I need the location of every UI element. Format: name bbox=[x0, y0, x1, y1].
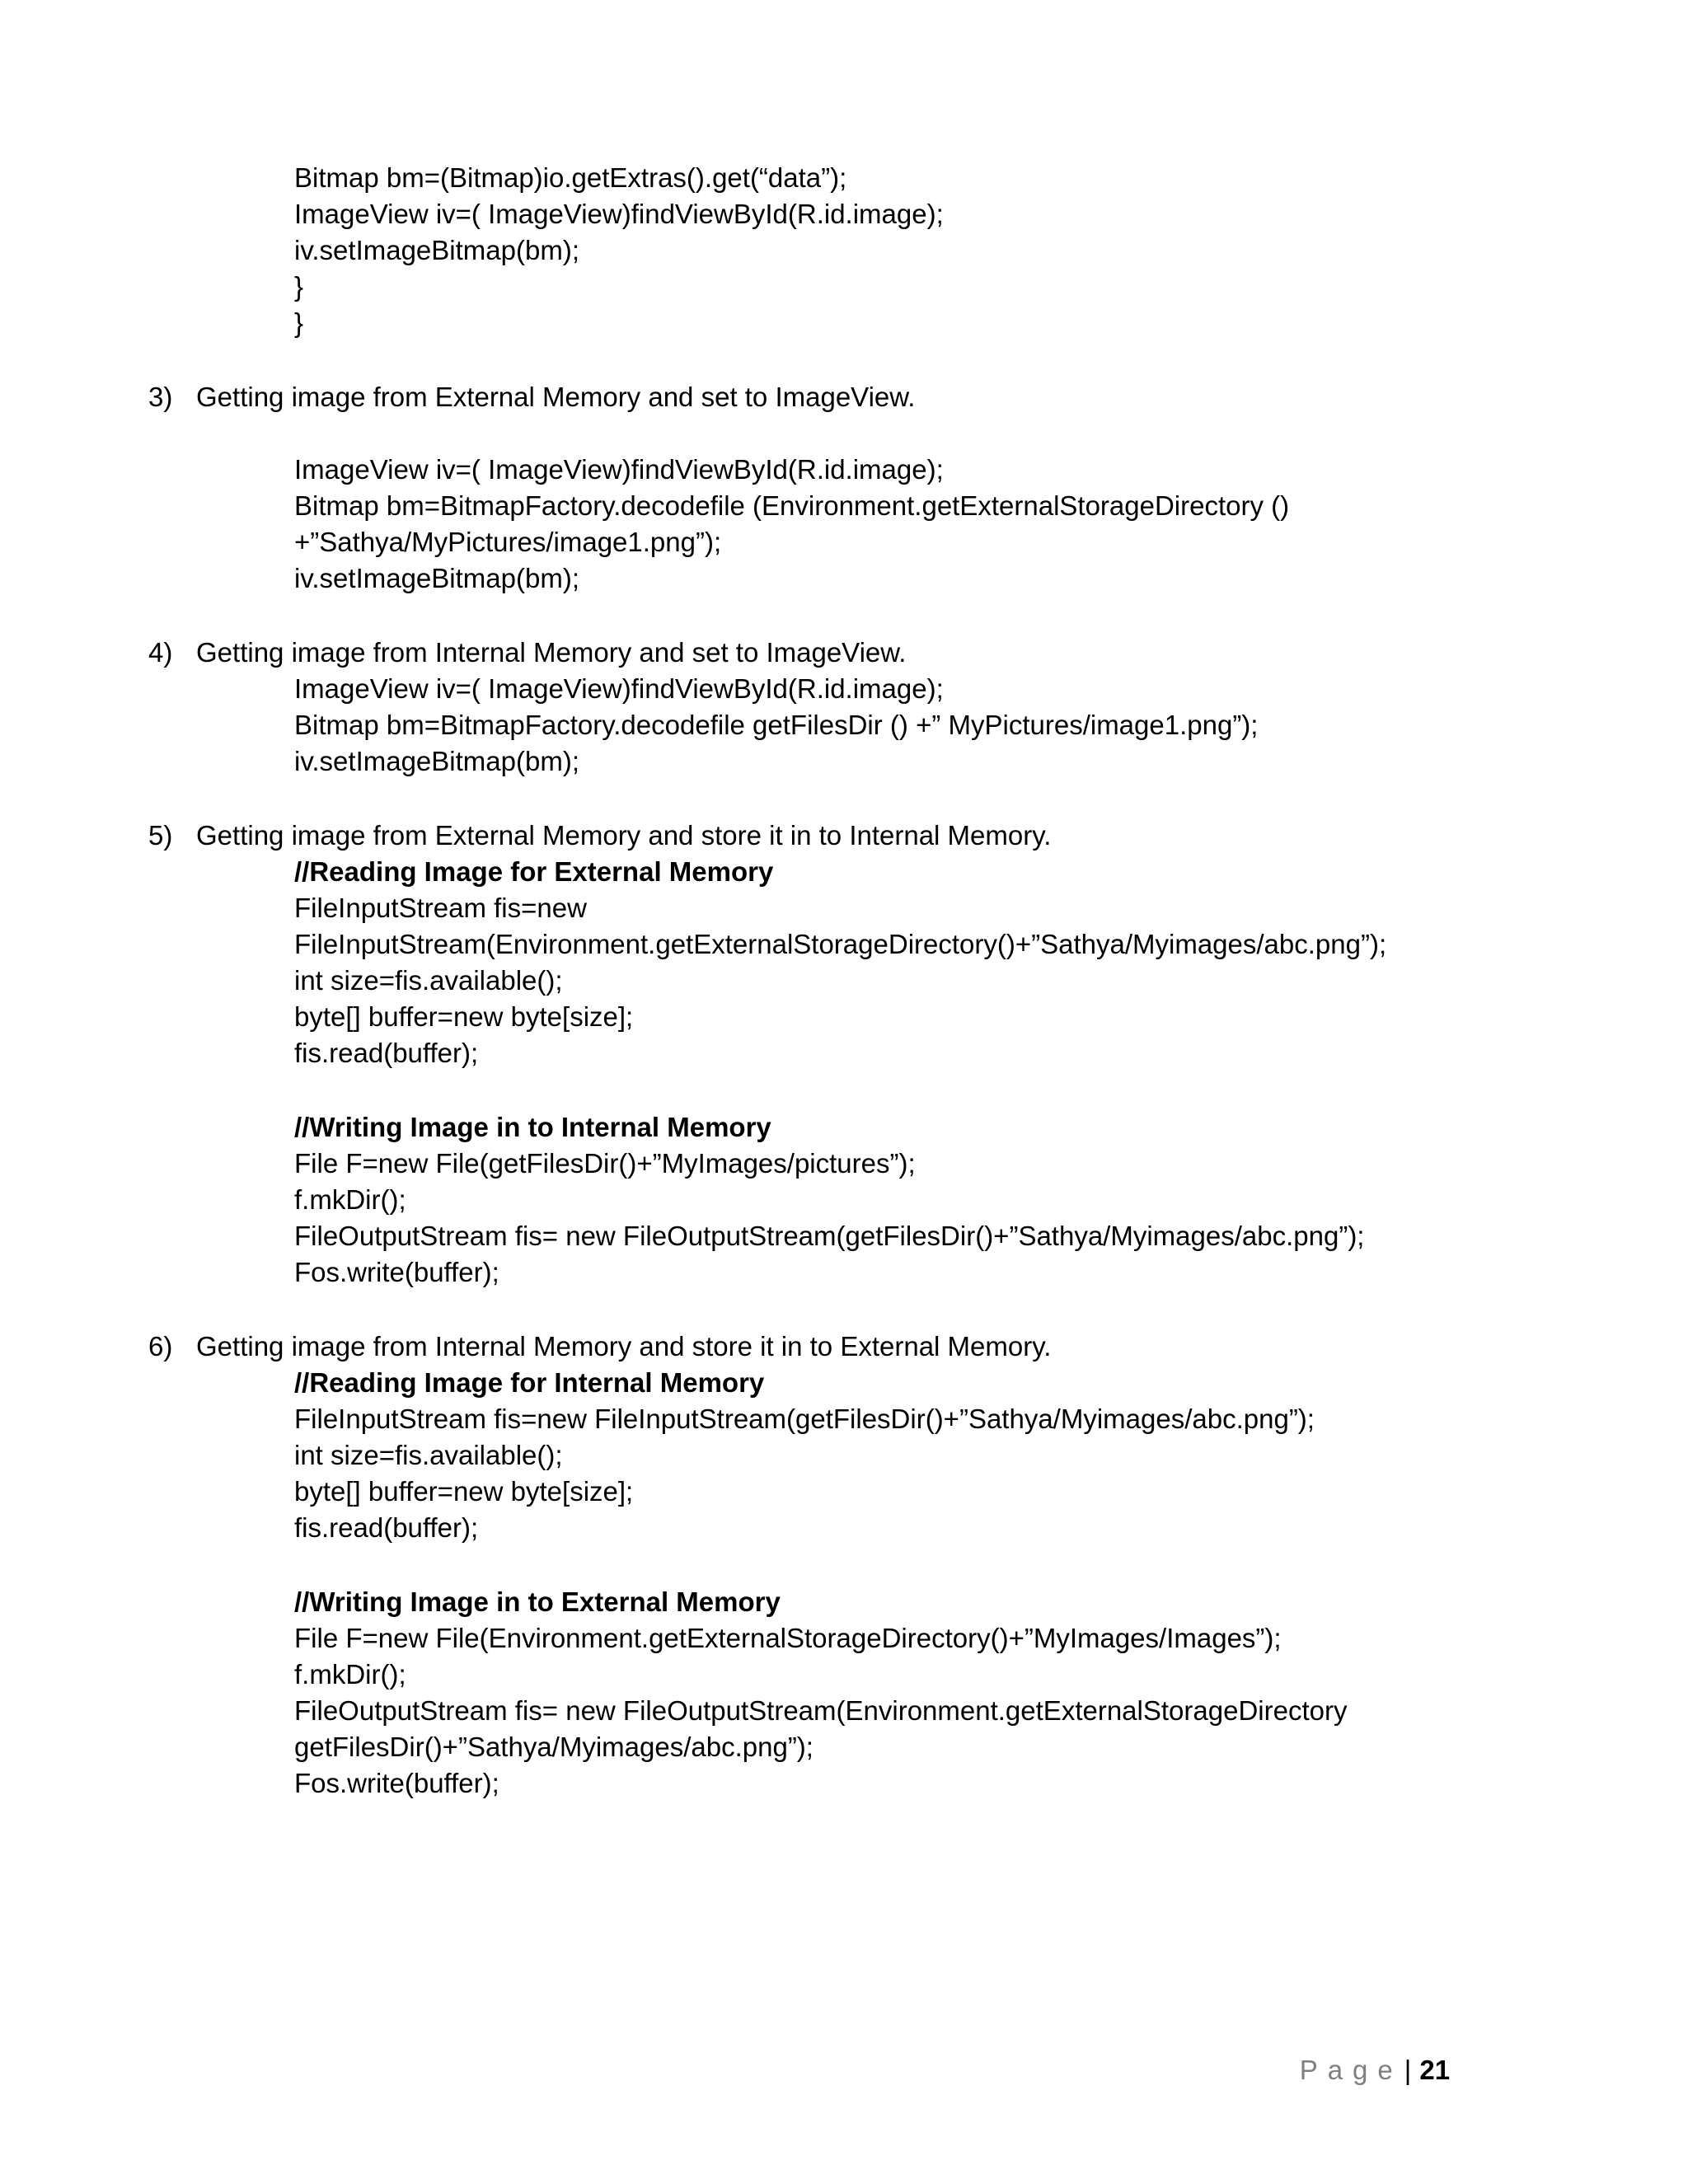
code-line: f.mkDir(); bbox=[294, 1184, 406, 1215]
code-line: FileOutputStream fis= new FileOutputStream(getFilesDir()+”Sathya/Myimages/abc.png”); bbox=[294, 1221, 1365, 1251]
code-line: Fos.write(buffer); bbox=[294, 1768, 499, 1798]
code-line: iv.setImageBitmap(bm); bbox=[294, 563, 579, 593]
code-line: iv.setImageBitmap(bm); bbox=[294, 746, 579, 776]
code-line: int size=fis.available(); bbox=[294, 965, 563, 996]
list-item-heading: Getting image from External Memory and store it in to Internal Memory. bbox=[196, 820, 1052, 851]
code-line: } bbox=[294, 271, 304, 302]
list-item-number: 4) bbox=[148, 637, 173, 668]
code-line: fis.read(buffer); bbox=[294, 1038, 479, 1068]
code-line: int size=fis.available(); bbox=[294, 1440, 563, 1470]
page-number: 21 bbox=[1419, 2055, 1451, 2085]
code-line: iv.setImageBitmap(bm); bbox=[294, 235, 579, 265]
code-comment: //Writing Image in to Internal Memory bbox=[294, 1112, 771, 1142]
page-label: Page bbox=[1299, 2055, 1403, 2085]
list-item-heading: Getting image from External Memory and set to ImageView. bbox=[196, 382, 916, 412]
code-line: Bitmap bm=(Bitmap)io.getExtras().get(“data”); bbox=[294, 162, 847, 193]
code-line: FileInputStream fis=new bbox=[294, 893, 587, 923]
code-line: f.mkDir(); bbox=[294, 1659, 406, 1690]
code-line: byte[] buffer=new byte[size]; bbox=[294, 1001, 634, 1032]
code-line: File F=new File(Environment.getExternalStorageDirectory()+”MyImages/Images”); bbox=[294, 1623, 1282, 1653]
code-line: fis.read(buffer); bbox=[294, 1512, 479, 1543]
list-item-heading: Getting image from Internal Memory and set to ImageView. bbox=[196, 637, 907, 668]
code-line: FileInputStream(Environment.getExternalStorageDirectory()+”Sathya/Myimages/abc.png”); bbox=[294, 929, 1387, 959]
footer-separator: | bbox=[1404, 2055, 1412, 2085]
list-item-number: 5) bbox=[148, 820, 173, 851]
list-item-number: 3) bbox=[148, 382, 173, 412]
list-item-number: 6) bbox=[148, 1331, 173, 1361]
code-line: File F=new File(getFilesDir()+”MyImages/pictures”); bbox=[294, 1148, 916, 1179]
code-line: ImageView iv=( ImageView)findViewById(R.id.image); bbox=[294, 199, 944, 229]
code-line: FileOutputStream fis= new FileOutputStream(Environment.getExternalStorageDirectory bbox=[294, 1695, 1348, 1726]
code-line: Bitmap bm=BitmapFactory.decodefile getFilesDir () +” MyPictures/image1.png”); bbox=[294, 710, 1259, 740]
code-line: getFilesDir()+”Sathya/Myimages/abc.png”); bbox=[294, 1732, 814, 1762]
code-line: Bitmap bm=BitmapFactory.decodefile (Environment.getExternalStorageDirectory () bbox=[294, 490, 1290, 521]
code-line: } bbox=[294, 307, 304, 338]
page-footer bbox=[1269, 2021, 1450, 2120]
code-line: byte[] buffer=new byte[size]; bbox=[294, 1476, 634, 1507]
code-line: FileInputStream fis=new FileInputStream(getFilesDir()+”Sathya/Myimages/abc.png”); bbox=[294, 1404, 1315, 1434]
code-line: +”Sathya/MyPictures/image1.png”); bbox=[294, 527, 722, 557]
code-line: ImageView iv=( ImageView)findViewById(R.id.image); bbox=[294, 454, 944, 485]
code-line: ImageView iv=( ImageView)findViewById(R.id.image); bbox=[294, 673, 944, 704]
code-line: Fos.write(buffer); bbox=[294, 1257, 499, 1287]
code-comment: //Writing Image in to External Memory bbox=[294, 1586, 781, 1617]
list-item-heading: Getting image from Internal Memory and store it in to External Memory. bbox=[196, 1331, 1052, 1361]
code-comment: //Reading Image for External Memory bbox=[294, 856, 774, 887]
code-comment: //Reading Image for Internal Memory bbox=[294, 1367, 765, 1398]
